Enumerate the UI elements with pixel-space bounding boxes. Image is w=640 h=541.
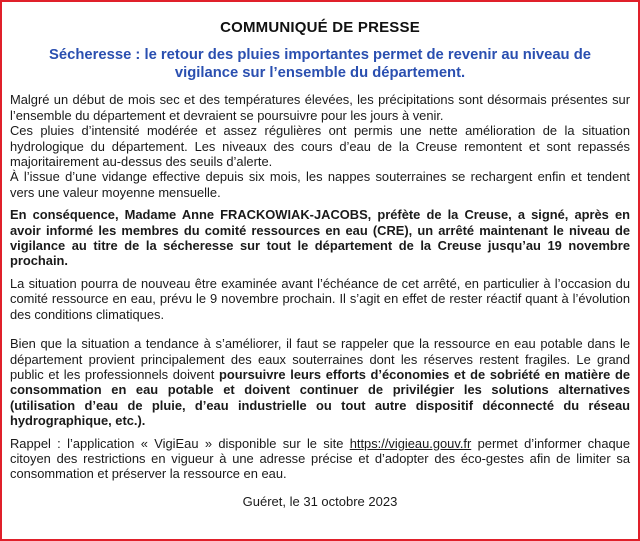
headline (10, 47, 630, 82)
paragraph-hydrology: Ces pluies d’intensité modérée et assez régulières ont permis une nette amélioration de la situation hydrologique du département. Les niveaux des cours d’eau de la Creuse remontent et sont repassés majoritairement au-dessus des seuils d’alerte. (10, 123, 630, 170)
headline-line-2: vigilance sur l’ensemble du département. (174, 64, 466, 81)
paragraph-weather: Malgré un début de mois sec et des températures élevées, les précipitations sont désormais présentes sur l’ensemble du département et devraient se poursuivre pour les jours à venir. (10, 92, 630, 123)
reminder-text: Rappel : l’application « VigiEau » disponible sur le site (10, 435, 350, 451)
press-release (10, 8, 630, 509)
headline-line-1: Sécheresse : le retour des pluies importantes permet de revenir au niveau de (49, 47, 591, 64)
press-title: COMMUNIQUÉ DE PRESSE (220, 19, 420, 36)
paragraph-decree (10, 207, 630, 269)
reminder-text-end: permet d’informer chaque citoyen des restrictions en vigueur à une adresse précise et d’adopter des éco-gestes afin de limiter sa consommation et préserver la ressource en eau. (10, 435, 630, 482)
signature-date: Guéret, le 31 octobre 2023 (242, 493, 398, 509)
paragraph-groundwater: À l’issue d’une vidange effective depuis six mois, les nappes souterraines se rechargent enfin et tendent vers une valeur moyenne mensuelle. (10, 169, 630, 200)
vigieau-link[interactable]: https://vigieau.gouv.fr (349, 435, 472, 451)
paragraph-reminder (10, 436, 630, 482)
advice-bold-text: poursuivre leurs efforts d’économies et de sobriété en matière de consommation en eau potable et doivent continuer de privilégier les solutions alternatives (utilisation d’eau de pluie, d’eau industrielle ou tout autre dispositif déconnecté du réseau hydrographique, etc.). (10, 366, 630, 429)
decree-text: En conséquence, Madame Anne FRACKOWIAK-JACOBS, préfète de la Creuse, a signé, après en avoir informé les membres du comité ressources en eau (CRE), un arrêté maintenant le niveau de vigilance au titre de la sécheresse sur tout le département de la Creuse jusqu’au 19 novembre prochain. (10, 207, 630, 269)
paragraph-advice (10, 336, 630, 428)
paragraph-review: La situation pourra de nouveau être examinée avant l’échéance de cet arrêté, en particulier à l’occasion du comité ressource en eau, prévu le 9 novembre prochain. Il s’agit en effet de rester réactif quant à l’évolution des conditions climatiques. (10, 275, 630, 322)
advice-text: Bien que la situation a tendance à s’améliorer, il faut se rappeler que la ressource en eau potable dans le département provient principalement des eaux souterraines dont les réserves restent fragiles. Le grand public et les professionnels doivent (10, 336, 630, 382)
